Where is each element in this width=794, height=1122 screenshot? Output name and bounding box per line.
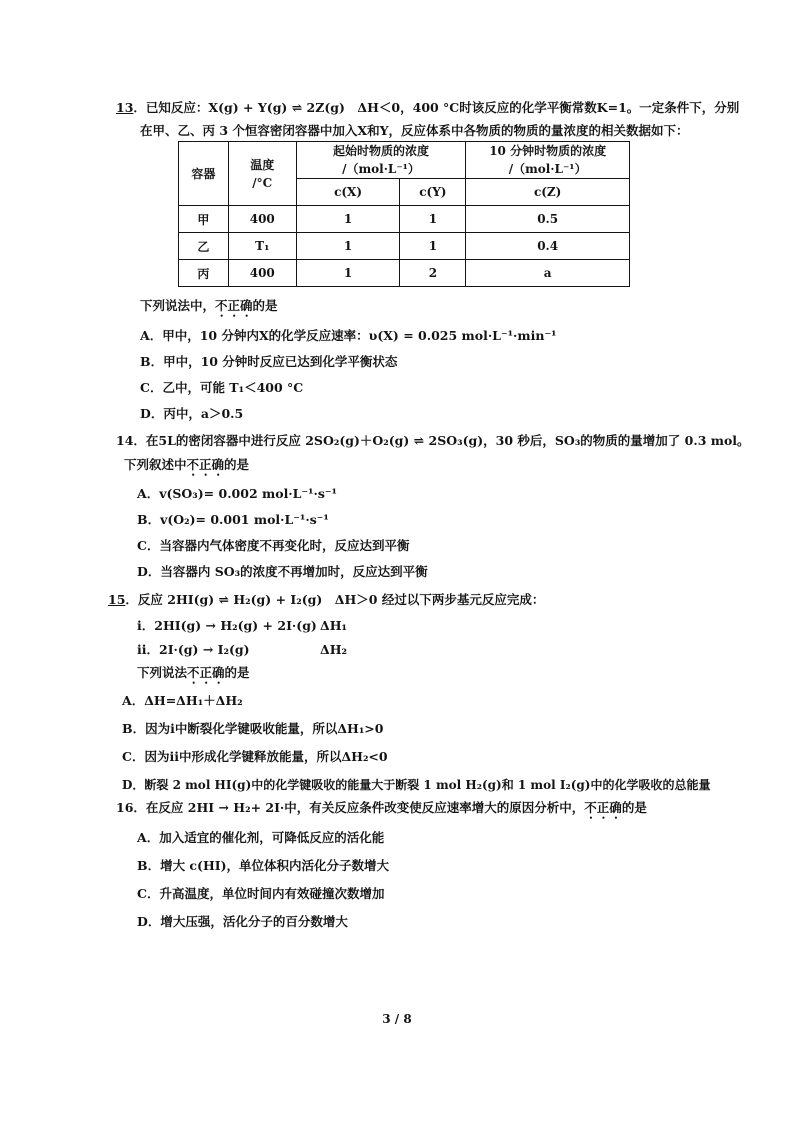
cell-cx: 1	[296, 260, 400, 287]
cell-temp: T₁	[228, 233, 296, 260]
q16-line1: 16．在反应 2HI → H₂+ 2I·中，有关反应条件改变使反应速率增大的原因分析中，不正确的是	[116, 800, 647, 815]
q15-prompt: 下列说法不正确的是	[137, 665, 250, 680]
header-initial-concentration: 起始时物质的浓度 /（mol·L⁻¹）	[296, 142, 466, 179]
q16-option-b: B．增大 c(HI)，单位体积内活化分子数增大	[137, 858, 390, 873]
header-container: 容器	[179, 142, 229, 206]
subheader-cy: c(Y)	[400, 179, 466, 206]
q15-number: 15	[108, 592, 126, 607]
q13-data-table	[178, 141, 630, 287]
subheader-cx: c(X)	[296, 179, 400, 206]
q13-number: 13	[116, 100, 134, 115]
cell-cy: 1	[400, 233, 466, 260]
header-temperature: 温度 /°C	[228, 142, 296, 206]
q14-option-b: B．v(O₂)= 0.001 mol·L⁻¹·s⁻¹	[137, 512, 329, 527]
q16-option-d: D．增大压强，活化分子的百分数增大	[137, 914, 348, 929]
subheader-cz: c(Z)	[466, 179, 630, 206]
table-row	[179, 260, 630, 287]
q13-option-a: A．甲中，10 分钟内X的化学反应速率：υ(X) = 0.025 mol·L⁻¹·min⁻¹	[140, 328, 557, 343]
q15-option-b: B．因为i中断裂化学键吸收能量，所以ΔH₁>0	[122, 721, 384, 736]
q13-option-d: D．丙中，a＞0.5	[140, 406, 244, 421]
q13-line2: 在甲、乙、丙 3 个恒容密闭容器中加入X和Y，反应体系中各物质的物质的量浓度的相关数据如下：	[140, 123, 689, 138]
q13-option-c: C．乙中，可能 T₁＜400 °C	[140, 380, 304, 395]
header-10min-concentration: 10 分钟时物质的浓度 /（mol·L⁻¹）	[466, 142, 630, 179]
q15-step2: ii．2I·(g) → I₂(g)	[137, 642, 250, 657]
q13-line1	[116, 99, 739, 117]
cell-container: 甲	[179, 206, 229, 233]
cell-container: 丙	[179, 260, 229, 287]
q15-option-c: C．因为ii中形成化学键释放能量，所以ΔH₂<0	[122, 749, 388, 764]
q14-prompt: 下列叙述中不正确的是	[124, 457, 250, 472]
page-number: 3 / 8	[382, 1012, 412, 1026]
q15-step1-dh: ΔH₁	[320, 618, 347, 633]
q13-option-b: B．甲中，10 分钟时反应已达到化学平衡状态	[140, 354, 398, 369]
cell-cy: 1	[400, 206, 466, 233]
q15-option-a: A．ΔH=ΔH₁＋ΔH₂	[122, 693, 243, 708]
q16-option-a: A．加入适宜的催化剂，可降低反应的活化能	[137, 830, 385, 845]
q16-option-c: C．升高温度，单位时间内有效碰撞次数增加	[137, 886, 385, 901]
cell-cz: 0.4	[466, 233, 630, 260]
cell-temp: 400	[228, 260, 296, 287]
cell-cz: 0.5	[466, 206, 630, 233]
cell-temp: 400	[228, 206, 296, 233]
cell-cx: 1	[296, 206, 400, 233]
q13-prompt: 下列说法中，不正确的是	[140, 298, 278, 313]
q15-line1: 15．反应 2HI(g) ⇌ H₂(g) + I₂(g) ΔH＞0 经过以下两步基元反应完成：	[108, 592, 545, 607]
cell-cz: a	[466, 260, 630, 287]
table-row	[179, 233, 630, 260]
cell-container: 乙	[179, 233, 229, 260]
q13-text: ．已知反应：X(g) + Y(g) ⇌ 2Z(g) ΔH＜0，400 °C时该反应的化学平衡常数K=1。一定条件下，分别	[133, 100, 740, 115]
q15-option-d: D．断裂 2 mol HI(g)中的化学键吸收的能量大于断裂 1 mol H₂(g)和 1 mol I₂(g)中的化学吸收的总能量	[122, 778, 711, 792]
q14-option-c: C．当容器内气体密度不再变化时，反应达到平衡	[137, 538, 410, 553]
q15-step1: i．2HI(g) → H₂(g) + 2I·(g)	[137, 618, 317, 633]
cell-cy: 2	[400, 260, 466, 287]
table-row	[179, 206, 630, 233]
q14-line1: 14．在5L的密闭容器中进行反应 2SO₂(g)＋O₂(g) ⇌ 2SO₃(g)，30 秒后，SO₃的物质的量增加了 0.3 mol。	[116, 433, 750, 448]
cell-cx: 1	[296, 233, 400, 260]
q14-option-a: A．v(SO₃)= 0.002 mol·L⁻¹·s⁻¹	[137, 486, 337, 501]
q15-step2-dh: ΔH₂	[320, 642, 347, 657]
q14-option-d: D．当容器内 SO₃的浓度不再增加时，反应达到平衡	[137, 564, 428, 579]
